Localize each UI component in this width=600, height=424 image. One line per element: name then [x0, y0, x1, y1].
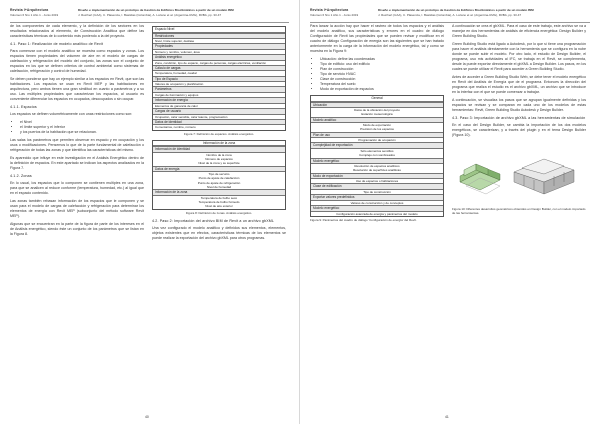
table-section-header: Restricciones — [153, 33, 285, 40]
table-section-header: Cargas de usuario — [153, 108, 285, 115]
paragraph: Una vez configurado el modelo analítico y definidos sus elementos, elementos, objetos existentes que en efectos, características térmicas de los elementos se puede realizar la exportación del archivo gbXML para otros programas. — [152, 225, 286, 240]
paragraph: Se deben ponderar que hay un ejemplo similar a los espacios en Revit, que son las habitaciones. Los espacios se usan en Revit MEP y las habitaciones en arquitectura, pero ambos tienen una gran similitud en cuanto a parámetros y a su uso. Las múltiples propiedades que caracterizan los espacios, al usuario es conveniente diferenciar los espacios en ocupados, desocupados o sin ocupar. — [10, 77, 144, 101]
paragraph: de los componentes de cada elemento, y la definición de los sectores en los resultados relacionados al elemento, de Construcción Analítica que define las características térmicas de lo contenido más poniendo a la del proyecto. — [10, 24, 144, 38]
table-cell: Precisión de los espacios — [360, 127, 394, 132]
table-cell: Número de espacios — [205, 156, 233, 161]
figure-caption: Figura 10: Diferentes desarrollos geométricos obtenidos en Design Builder, con el modelo importado de las herramientas. — [452, 207, 586, 215]
paragraph: En lo usual, los espacios que lo componen se contienen multiples en una zona, para que se analicen al reduce conforme (temperatura, humedad, etc.) al igual que en el espacio contenido. — [10, 181, 144, 195]
section-heading: 4.2. Paso 2: Importación del archivo BIM de Revit a un archivo gbXML — [152, 218, 275, 223]
paragraph: Para lanzar la acción hay que hacer el rastreo de todos los espacios y el análisis del modelo analítico, sus características y errores en el cuadro de diálogo Configuración de Revit las propiedades que se pueden revisar y modificar en el cuadro de diálogo Configuración de energía son las siguientes que se han tratado anteriormente en la carga de la información del modelo energético, tal y como se muestra en la Figura 9: — [310, 24, 444, 53]
paragraph: Para comenzar con el modelo analítico se muestra como espacios y zonas. Los espacios tienen propiedades del volumen de aire en el modelo de cargas de calefacción y refrigeración del modelo del conjunto, las zonas son el conjunto de espacios en los que se definen criterios de control ambiental como sistemas de calefacción, refrigeración y control de humedad. — [10, 49, 144, 73]
figure-title: Espacio Nivel — [153, 27, 285, 33]
table-section-header: Análisis energético — [153, 54, 285, 61]
journal-title: Revista I+Arquitectura — [310, 8, 349, 12]
table-section-header: Clase de edificación — [311, 183, 443, 190]
paragraph: Los espacios se definen volumétricamente con unas restricciones como son: — [10, 112, 133, 116]
table-section-header: Información de energía — [153, 97, 285, 104]
building-model-illustration — [452, 142, 586, 206]
figure-caption: Figura 9: Parámetros del cuadro de diálogo 'Configuración de energía' del Revit. — [310, 217, 417, 222]
list-item: • Tipo de edificio: uso del edificio — [320, 62, 444, 67]
table-section-header: Modelo energético — [311, 158, 443, 165]
table-section-header: Modelo energético — [311, 205, 443, 212]
table-cell: Zona, condición, tipo de espacio, cargas de personas, cargas eléctricas, ventilación — [155, 60, 267, 65]
paragraph: En el caso del Design Builder, se cambia la importación de los dos modelos energéticos, se caracterizan, y a través del plugin y en el tema Design Builder (Figura 10). — [452, 123, 586, 137]
figure-title: General — [311, 96, 443, 102]
page-number: 41 — [445, 415, 449, 419]
table-cell: Cargas de iluminación y equipos — [155, 92, 199, 97]
list-item: • el límite superior y el inferior — [20, 125, 144, 130]
table-cell: Estación meteorológica — [361, 112, 393, 117]
table-cell: Temperatura, humedad, caudal — [155, 71, 197, 76]
table-cell: Tipo de construcción — [363, 189, 391, 194]
paragraph: Es aparecido que influye en este investigación en el Análisis Energético dentro de la definición de espacios. En este apartado se indican los aspectos analizados en la Figura 7. — [10, 156, 144, 170]
model-left — [460, 164, 500, 194]
figure-8-table — [152, 140, 286, 210]
list-item: • Temperatura del suelo — [320, 82, 444, 87]
paragraph: Antes de acceder a Green Building Studio Web, se debe tener el modelo energético en Revit del Análisis de Energía que de el programa. Entonces la dirección del programa que realiza el estudio es el archivo gbXML, un archivo que se introduce en la interfaz con el que se puede comenzar a trabajar. — [452, 75, 586, 94]
table-cell: Temperatura de bulbo húmedo — [198, 200, 240, 205]
column-1 — [310, 24, 444, 226]
column-2 — [452, 24, 586, 219]
bullet-list — [20, 120, 144, 135]
list-item: • y los puertos de la habitación que se relacionan. — [20, 130, 144, 135]
journal-issue: Volumen 6 Nro 1 Año 1 - Junio 2019 — [310, 13, 359, 17]
list-item: • Clase de construcción — [320, 77, 444, 82]
table-cell: Nombre de la zona — [206, 152, 232, 157]
paragraph: Green Building Studio está ligado a Autodesk, por lo que sí tiene una programación para hacer el análisis directamente con la herramienta que se configura en la nube donde se puede subir el modelo. Por otro lado, el estudio de Design Builder, el programa, uso mis actividades al IFC, se trabaja en el Revit, se complementa, desde la puede exportar directamente el gbXML a Design Builder. Los pasos, en los cuales se puede utilizar el Revit para acceder a Green Building Studio. — [452, 42, 586, 71]
table-cell: Nivel de aire exterior — [205, 204, 233, 209]
table-section-header: Cálculo de cargas — [153, 65, 285, 72]
article-title: Diseño e implementación de un prototipo de Gestión de Edificios Bioclimáticos a partir de un modelo BIM — [78, 8, 234, 12]
journal-title: Revista I+Arquitectura — [10, 8, 49, 12]
table-section-header: Plan de uso — [311, 132, 443, 139]
table-cell: Programación de ocupación — [358, 138, 396, 143]
table-cell: Nivel de humedad — [206, 184, 232, 189]
table-section-header: Ubicación — [311, 102, 443, 109]
bullet-list — [320, 57, 444, 92]
table-section-header: Modo de exportación — [311, 173, 443, 180]
table-section-header: Propiedades — [153, 43, 285, 50]
table-section-header: Información de la zona — [153, 189, 285, 196]
table-section-header: Información de identidad — [153, 146, 285, 153]
table-cell: Nivel de la zona y su superficie — [198, 161, 240, 166]
paragraph: Las zonas también rebasan información de los espacios que le componen y se usan para el modelo de cargas de calefacción y refrigeración para determinar los elementos de energía con Revit MEP (subconjunto del método software Revit MEP). — [10, 199, 144, 218]
list-item: • el Nivel — [20, 120, 144, 125]
table-cell: Modo de exportación — [362, 123, 392, 128]
list-item: • Plan de construcción — [320, 67, 444, 72]
table-cell: Resolución de espacios analíticos — [354, 164, 400, 169]
table-cell: Número y nombre, volumen, área — [155, 49, 200, 54]
article-authors: J. Reichert (UAA), C. Plasencia, I. Bastidas (Colombia), A. Lozano et al. (Argentina-UMG), FRBA, pp. 33-47 — [378, 13, 522, 17]
paragraph: Algunas que se encuentran en la parte de la figura de parte de los intereses en el de Análisis energético, siendo éste un conjunto de los parámetros que se listan en la Figura 8. — [10, 222, 144, 236]
table-cell: Complejo con sombreados — [359, 153, 395, 158]
table-section-header: Exportar valores predefinidos — [311, 194, 443, 201]
article-title: Diseño e implementación de un prototipo de Gestión de Edificios Bioclimáticos a partir de un modelo BIM — [378, 8, 534, 12]
table-cell: Temperatura de bulbo seco — [200, 195, 238, 200]
model-right — [514, 159, 574, 194]
figure-7-table — [152, 26, 286, 131]
table-cell: Valores de ocupación y planificación — [155, 82, 204, 87]
paragraph: A continuación se crea el gbXML. Para el caso de este trabajo, este archivo se va a manejar en dos herramientas de análisis de eficiencia energética: Design Builder y Green Building Studio. — [452, 24, 586, 38]
table-cell: Configuración avanzada de energía y parámetros del modelo — [336, 211, 418, 216]
section-heading: 4.3. Paso 3: Importación de archivo gbXML a las herramientas de simulación — [452, 116, 586, 120]
table-section-header: Complejidad de exportación — [311, 142, 443, 149]
page-right — [300, 0, 600, 424]
column-2 — [152, 24, 286, 244]
table-section-header: Modelo analítico — [311, 117, 443, 124]
article-authors: J. Reichert (UAA), C. Plasencia, I. Bastidas (Colombia), A. Lozano et al. (Argentina-UMG), FRBA, pp. 33-47 — [78, 13, 222, 17]
table-cell: Resolución de superficies analíticas — [353, 168, 401, 173]
journal-issue: Volumen 6 Nro 1 Año 1 - Junio 2019 — [10, 13, 59, 17]
section-heading: 4.1.2. Zonas — [10, 174, 32, 178]
table-cell: Elementos de ganancia de calor — [155, 103, 198, 108]
figure-caption: Figura 7: Definición de espacios. Análisis energético. — [183, 131, 255, 136]
paragraph: A continuación, se visualiza los pasos que se agrupan igualmente definidas y los espacios se revisan y se comparan en cada uno de los modelos de estas herramientas: Revit, Green Building Studio Autodesk y Design Builder. — [452, 98, 586, 112]
page-number: 40 — [145, 415, 149, 419]
section-heading: 4.1. Paso 1: Realización de modelo analítico de Revit — [10, 42, 104, 46]
table-cell: Ocupación, calor sensible, calor latente, programación — [155, 114, 228, 119]
table-section-header: Tipo de Espacio — [153, 76, 285, 83]
table-cell: Tipo de servicio — [208, 172, 230, 177]
running-header — [10, 8, 289, 23]
table-cell: Datos de la ubicación del proyecto — [354, 108, 400, 112]
table-section-header: Parámetros — [153, 86, 285, 93]
figure-10-3d-models — [452, 142, 586, 206]
paragraph: Las salas los parámetros que permiten observar en espacio y en ocupación y los usos o modificaciones. Pensemos lo que de la parte fundamental de calefacción o refrigeración de todas las zonas y que identifica las características del mismo. — [10, 138, 144, 152]
table-cell: Uso de espacios o habitaciones — [355, 179, 399, 184]
table-cell: Valores de construcción y de conceptos — [350, 200, 404, 205]
column-1 — [10, 24, 144, 240]
table-cell: Sólo elementos sencillos — [360, 148, 394, 153]
running-header — [310, 8, 590, 23]
table-section-header: Datos de identidad — [153, 119, 285, 126]
table-cell: Comentarios, nombre, número — [155, 125, 196, 130]
list-item: • Tipo de servicio HVAC — [320, 72, 444, 77]
table-section-header: Datos de energía — [153, 166, 285, 173]
figure-title: Información de la zona — [153, 141, 285, 147]
figure-caption: Figura 8: Definición de zonas. Análisis energético. — [185, 210, 253, 215]
section-heading: 4.1.1. Espacios — [10, 105, 37, 109]
list-item: • Ubicación: define las coordenadas — [320, 57, 444, 62]
figure-9-table — [310, 95, 444, 217]
list-item: • Modo de exportación de espacios — [320, 87, 444, 92]
table-cell: Punto de ajuste de calefacción — [198, 176, 240, 181]
table-cell: Nivel, límite superior, desfase — [155, 39, 195, 43]
table-cell: Punto de ajuste de refrigeración — [197, 180, 241, 185]
